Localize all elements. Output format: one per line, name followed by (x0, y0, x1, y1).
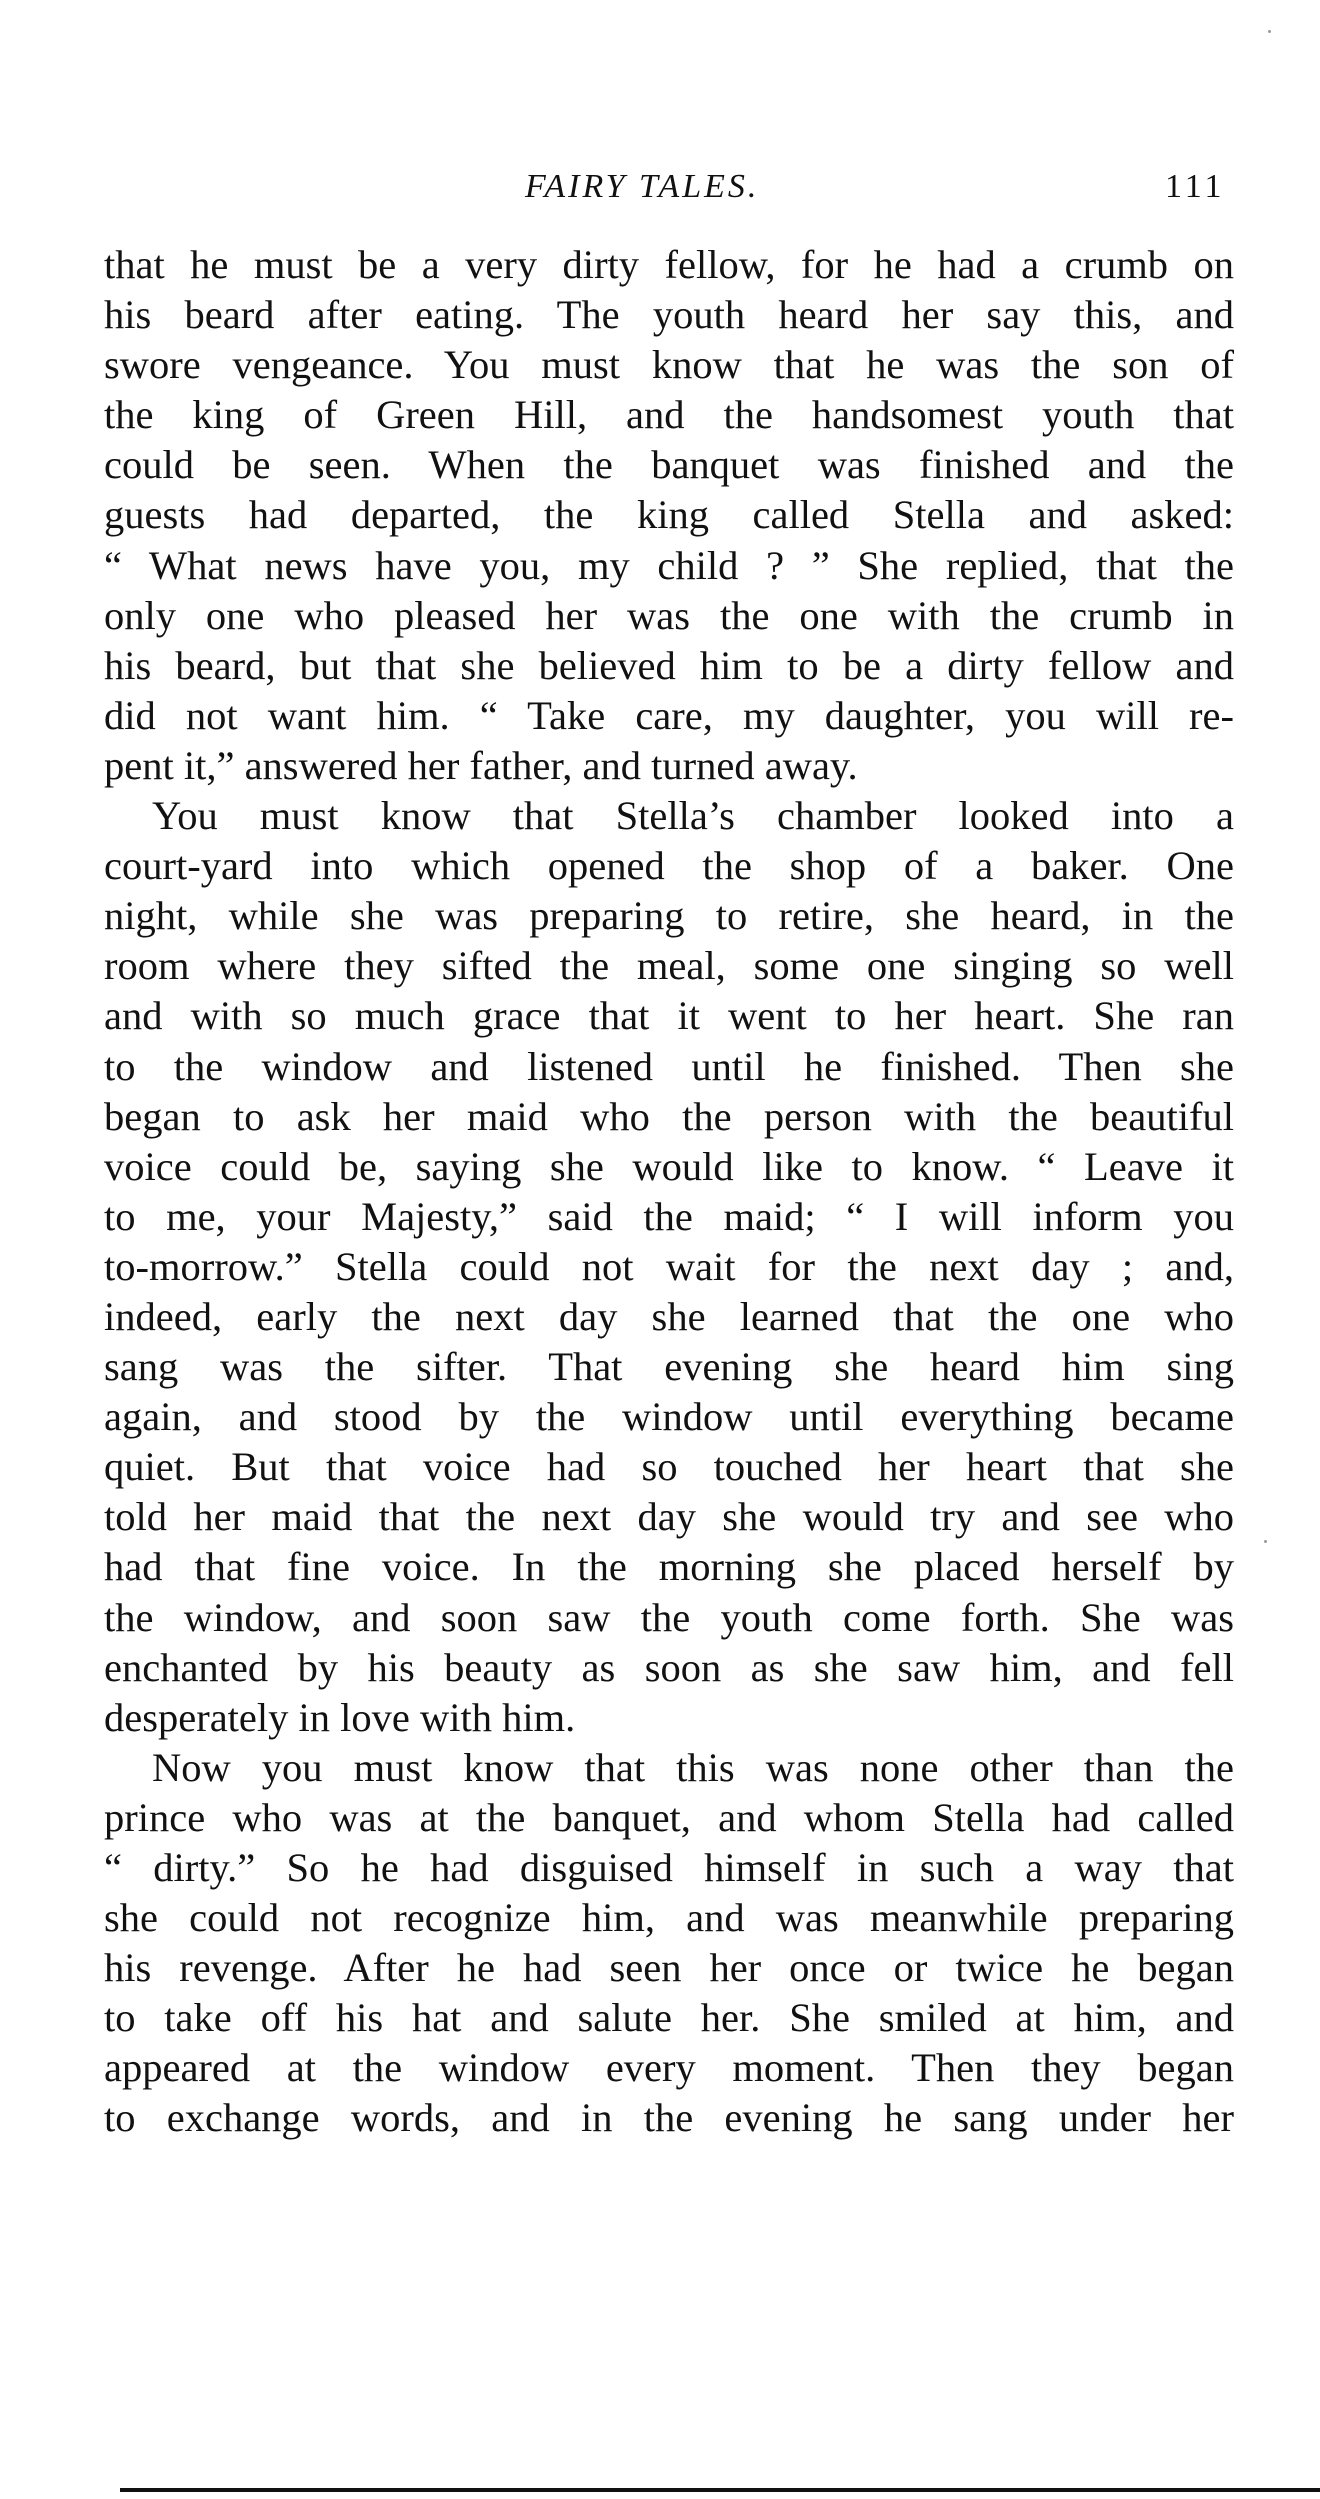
text-line: she could not recognize him, and was meanwhile preparing (104, 1895, 1234, 1941)
text-line: swore vengeance. You must know that he was the son of (104, 342, 1234, 388)
scan-speck (1264, 1540, 1267, 1543)
scan-speck (1268, 30, 1271, 33)
text-line: his revenge. After he had seen her once or twice he began (104, 1945, 1234, 1991)
text-line: quiet. But that voice had so touched her heart that she (104, 1444, 1234, 1490)
text-line: his beard, but that she believed him to be a dirty fellow and (104, 642, 1234, 688)
text-line: only one who pleased her was the one with the crumb in (104, 592, 1234, 638)
text-line: enchanted by his beauty as soon as she saw him, and fell (104, 1644, 1234, 1690)
text-line: had that fine voice. In the morning she placed herself by (104, 1544, 1234, 1590)
text-line: the window, and soon saw the youth come forth. She was (104, 1594, 1234, 1640)
text-line: night, while she was preparing to retire, she heard, in the (104, 893, 1234, 939)
text-line: “ What news have you, my child ? ” She replied, that the (104, 542, 1234, 588)
text-line: voice could be, saying she would like to know. “ Leave it (104, 1143, 1234, 1189)
text-line: to the window and listened until he finished. Then she (104, 1043, 1234, 1089)
text-line: pent it,” answered her father, and turned away. (104, 742, 858, 788)
text-line: sang was the sifter. That evening she heard him sing (104, 1344, 1234, 1390)
text-line: guests had departed, the king called Stella and asked: (104, 492, 1234, 538)
text-line: indeed, early the next day she learned that the one who (104, 1293, 1234, 1339)
text-line: prince who was at the banquet, and whom Stella had called (104, 1794, 1234, 1840)
text-line: You must know that Stella’s chamber looked into a (152, 793, 1234, 839)
text-line: to exchange words, and in the evening he sang under her (104, 2095, 1234, 2141)
page-header (0, 168, 1320, 218)
text-line: began to ask her maid who the person with the beautiful (104, 1093, 1234, 1139)
text-line: the king of Green Hill, and the handsomest youth that (104, 392, 1234, 438)
text-line: to take off his hat and salute her. She smiled at him, and (104, 1995, 1234, 2041)
body-text (104, 240, 1234, 2144)
text-line: court-yard into which opened the shop of a baker. One (104, 843, 1234, 889)
page-number: 111 (1165, 168, 1226, 205)
text-line: told her maid that the next day she would try and see who (104, 1494, 1234, 1540)
text-line: to me, your Majesty,” said the maid; “ I will inform you (104, 1193, 1234, 1239)
text-line: that he must be a very dirty fellow, for he had a crumb on (104, 242, 1234, 287)
text-line: desperately in love with him. (104, 1694, 576, 1740)
text-line: could be seen. When the banquet was finished and the (104, 442, 1234, 488)
text-line: again, and stood by the window until everything became (104, 1394, 1234, 1440)
text-line: to-morrow.” Stella could not wait for the next day ; and, (104, 1243, 1234, 1289)
bottom-rule (120, 2488, 1320, 2492)
text-line: room where they sifted the meal, some one singing so well (104, 943, 1234, 989)
text-line: his beard after eating. The youth heard her say this, and (104, 292, 1234, 338)
running-title: FAIRY TALES. (525, 168, 760, 205)
text-line: appeared at the window every moment. Then they began (104, 2045, 1234, 2091)
text-line: Now you must know that this was none other than the (152, 1744, 1234, 1790)
text-line: did not want him. “ Take care, my daughter, you will re- (104, 692, 1234, 738)
text-line: “ dirty.” So he had disguised himself in such a way that (104, 1845, 1234, 1890)
text-line: and with so much grace that it went to her heart. She ran (104, 993, 1234, 1039)
